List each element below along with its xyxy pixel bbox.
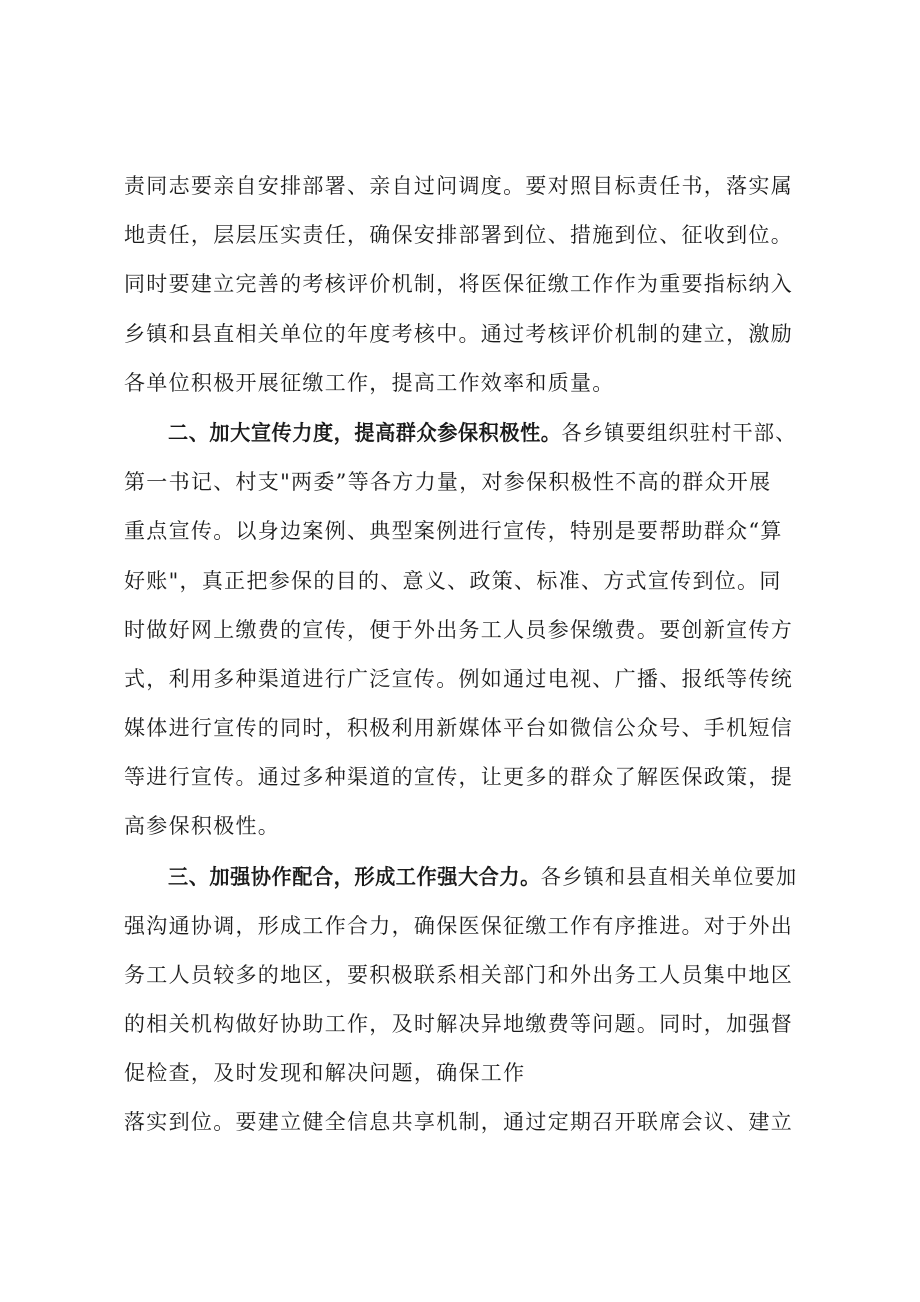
body-text-line: 高参保积极性。 xyxy=(124,814,281,838)
body-text-line: 各单位积极开展征缴工作，提高工作效率和质量。 xyxy=(124,371,615,395)
body-text: 各乡镇要组织驻村干部、 xyxy=(561,421,797,445)
section-first-line xyxy=(168,419,797,447)
body-text-line: 乡镇和县直相关单位的年度考核中。通过考核评价机制的建立，激励 xyxy=(124,322,793,346)
body-text-line: 务工人员较多的地区，要积极联系相关部门和外出务工人员集中地区 xyxy=(124,963,793,987)
body-text: 各乡镇和县直相关单位要加 xyxy=(540,865,798,889)
body-text-line: 落实到位。要建立健全信息共享机制，通过定期召开联席会议、建立 xyxy=(124,1110,793,1134)
body-text-line: 促检查，及时发现和解决问题，确保工作 xyxy=(124,1061,526,1085)
body-text-line: 责同志要亲自安排部署、亲自过问调度。要对照目标责任书，落实属 xyxy=(124,174,793,198)
section-heading: 三、加强协作配合，形成工作强大合力。 xyxy=(168,865,541,889)
body-text-line: 第一书记、村支"两委”等各方力量，对参保积极性不高的群众开展 xyxy=(124,470,772,494)
body-text-line: 式，利用多种渠道进行广泛宣传。例如通过电视、广播、报纸等传统 xyxy=(124,667,793,691)
body-text-line: 强沟通协调，形成工作合力，确保医保征缴工作有序推进。对于外出 xyxy=(124,914,793,938)
section-first-line xyxy=(168,863,797,891)
body-text-line: 的相关机构做好协助工作，及时解决异地缴费等问题。同时，加强督 xyxy=(124,1012,793,1036)
body-text-line: 地责任，层层压实责任，确保安排部署到位、措施到位、征收到位。 xyxy=(124,223,793,247)
body-text-line: 媒体进行宣传的同时，积极利用新媒体平台如微信公众号、手机短信 xyxy=(124,716,793,740)
body-text-line: 等进行宣传。通过多种渠道的宣传，让更多的群众了解医保政策，提 xyxy=(124,765,793,789)
section-heading: 二、加大宣传力度，提高群众参保积极性。 xyxy=(168,421,562,445)
body-text-line: 好账"，真正把参保的目的、意义、政策、标准、方式宣传到位。同 xyxy=(124,569,782,593)
body-text-line: 同时要建立完善的考核评价机制，将医保征缴工作作为重要指标纳入 xyxy=(124,272,793,296)
body-text-line: 时做好网上缴费的宣传，便于外出务工人员参保缴费。要创新宣传方 xyxy=(124,618,793,642)
body-text-line: 重点宣传。以身边案例、典型案例进行宣传，特别是要帮助群众“算 xyxy=(124,519,783,543)
